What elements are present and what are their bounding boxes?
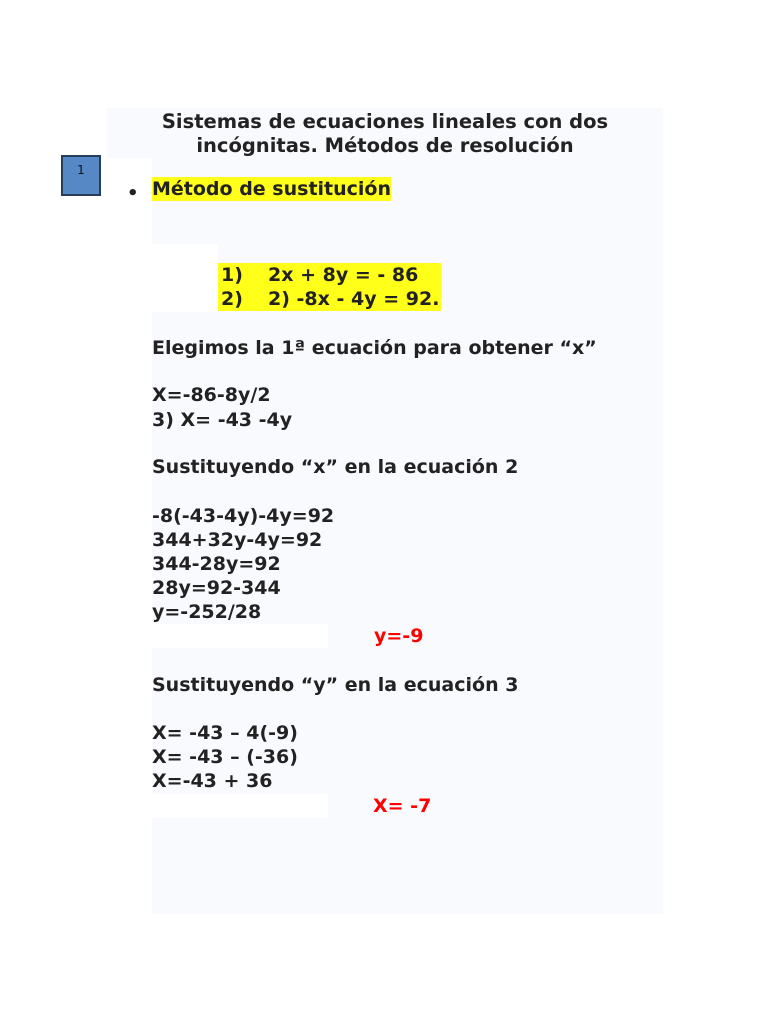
equation-1 [218,263,441,287]
equation-2 [218,287,441,311]
equation-text: 2) -8x - 4y = 92. [268,288,440,310]
step2-line: y=-252/28 [152,601,262,623]
step2-heading: Sustituyendo “x” en la ecuación 2 [152,456,519,478]
white-patch [152,244,218,312]
equation-number: 2) [221,288,243,310]
page-number: 1 [77,163,85,177]
step1-line: X=-86-8y/2 [152,384,271,406]
step3-line: X=-43 + 36 [152,770,273,792]
equation-list [218,263,441,311]
step2-line: 28y=92-344 [152,577,281,599]
step3-heading: Sustituyendo “y” en la ecuación 3 [152,674,519,696]
white-patch [152,794,328,818]
bullet-icon: • [127,183,139,204]
y-result: y=-9 [374,625,424,647]
method-heading: Método de sustitución [152,178,392,200]
equation-number: 1) [221,264,243,286]
document-title [107,110,663,158]
equation-text: 2x + 8y = - 86 [268,264,419,286]
step2-line: 344-28y=92 [152,553,281,575]
step3-line: X= -43 – 4(-9) [152,722,298,744]
white-patch [152,624,328,648]
step2-line: 344+32y-4y=92 [152,529,323,551]
page-number-box [61,155,101,196]
title-line-2: incógnitas. Métodos de resolución [196,134,574,157]
x-result: X= -7 [373,795,432,817]
step3-line: X= -43 – (-36) [152,746,298,768]
title-line-1: Sistemas de ecuaciones lineales con dos [161,110,609,133]
step2-line: -8(-43-4y)-4y=92 [152,505,335,527]
step1-heading: Elegimos la 1ª ecuación para obtener “x” [152,337,597,359]
step1-line: 3) X= -43 -4y [152,409,293,431]
